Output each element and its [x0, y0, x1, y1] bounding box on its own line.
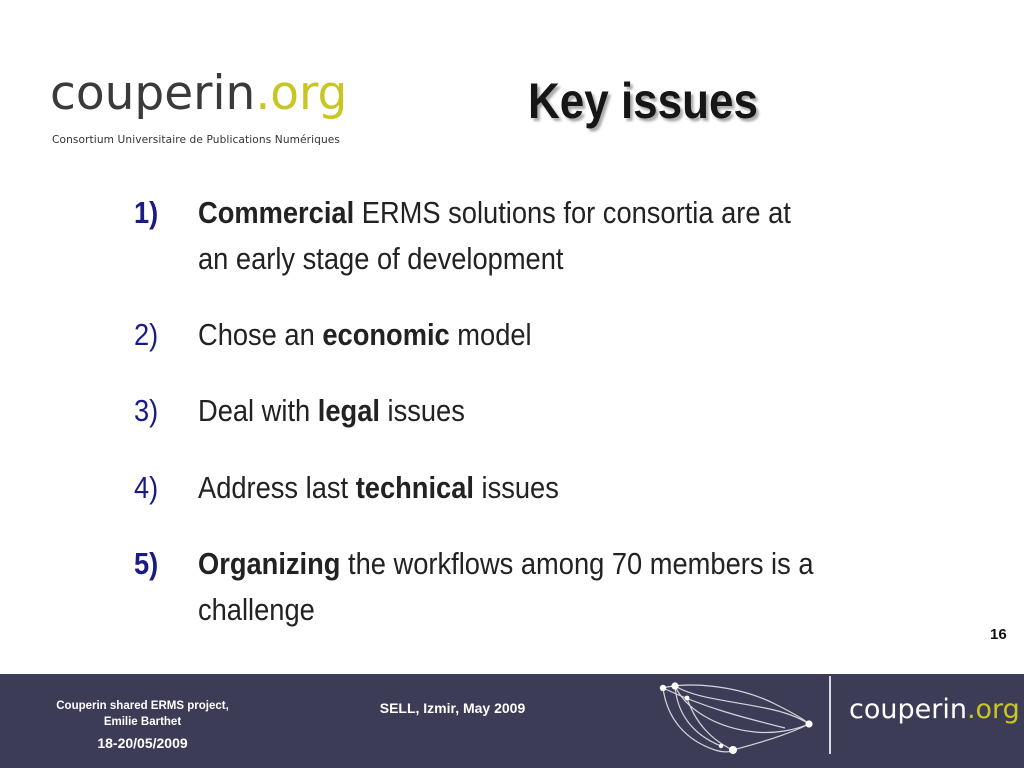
footer-dates: 18-20/05/2009: [97, 735, 188, 751]
list-item-bold-term: technical: [355, 470, 474, 505]
list-item-text: [198, 541, 937, 633]
list-item-text: [198, 465, 937, 511]
couperin-logo: [50, 64, 348, 154]
footer-divider: [829, 676, 831, 754]
list-item: [134, 541, 964, 633]
page-number: 16: [990, 626, 1007, 643]
list-item: [134, 312, 964, 358]
footer-project: Couperin shared ERMS project,: [56, 700, 229, 712]
list-item-number: 1): [134, 195, 159, 230]
footer-logo-suffix: .org: [966, 694, 1020, 725]
footer-project-info: [40, 698, 245, 754]
list-item-text-part: Address last: [198, 470, 356, 505]
list-item-text-part: issues: [473, 470, 559, 505]
footer-bar: [0, 674, 1024, 768]
list-item-text-part: Deal with: [198, 393, 318, 428]
list-item-number: 2): [134, 317, 159, 352]
list-item-text: [198, 190, 937, 282]
list-item-text-line2: an early stage of development: [198, 241, 564, 276]
logo-wordmark-suffix: .org: [255, 66, 348, 121]
list-item: [134, 190, 964, 282]
slide-title: Key issues: [528, 73, 758, 129]
list-item-number: 4): [134, 470, 159, 505]
list-item-text-part: the workflows among 70 members is a: [340, 546, 814, 581]
list-item-bold-term: economic: [322, 317, 450, 352]
footer-author: Emilie Barthet: [103, 716, 182, 728]
list-item: [134, 388, 964, 434]
list-item-text-part: ERMS solutions for consortia are at: [354, 195, 791, 230]
list-item: [134, 465, 964, 511]
list-item-number: 3): [134, 393, 159, 428]
logo-wordmark: [50, 64, 347, 124]
list-item-text-part: model: [449, 317, 532, 352]
footer-event: SELL, Izmir, May 2009: [379, 700, 526, 716]
footer-couperin-logo: [849, 694, 1020, 725]
list-item-bold-term: legal: [317, 393, 380, 428]
list-item-text-line2: challenge: [198, 592, 315, 627]
list-item-text-part: issues: [379, 393, 465, 428]
network-graphic-icon: [655, 678, 815, 758]
list-item-text-part: Chose an: [198, 317, 323, 352]
logo-wordmark-main: couperin: [50, 66, 256, 121]
list-item-number: 5): [134, 546, 159, 581]
logo-tagline: Consortium Universitaire de Publications Numériques: [52, 134, 341, 146]
list-item-text: [198, 388, 937, 434]
footer-logo-main: couperin: [849, 694, 967, 725]
list-item-text: [198, 312, 937, 358]
list-item-bold-term: Commercial: [198, 195, 355, 230]
list-item-bold-term: Organizing: [198, 546, 341, 581]
